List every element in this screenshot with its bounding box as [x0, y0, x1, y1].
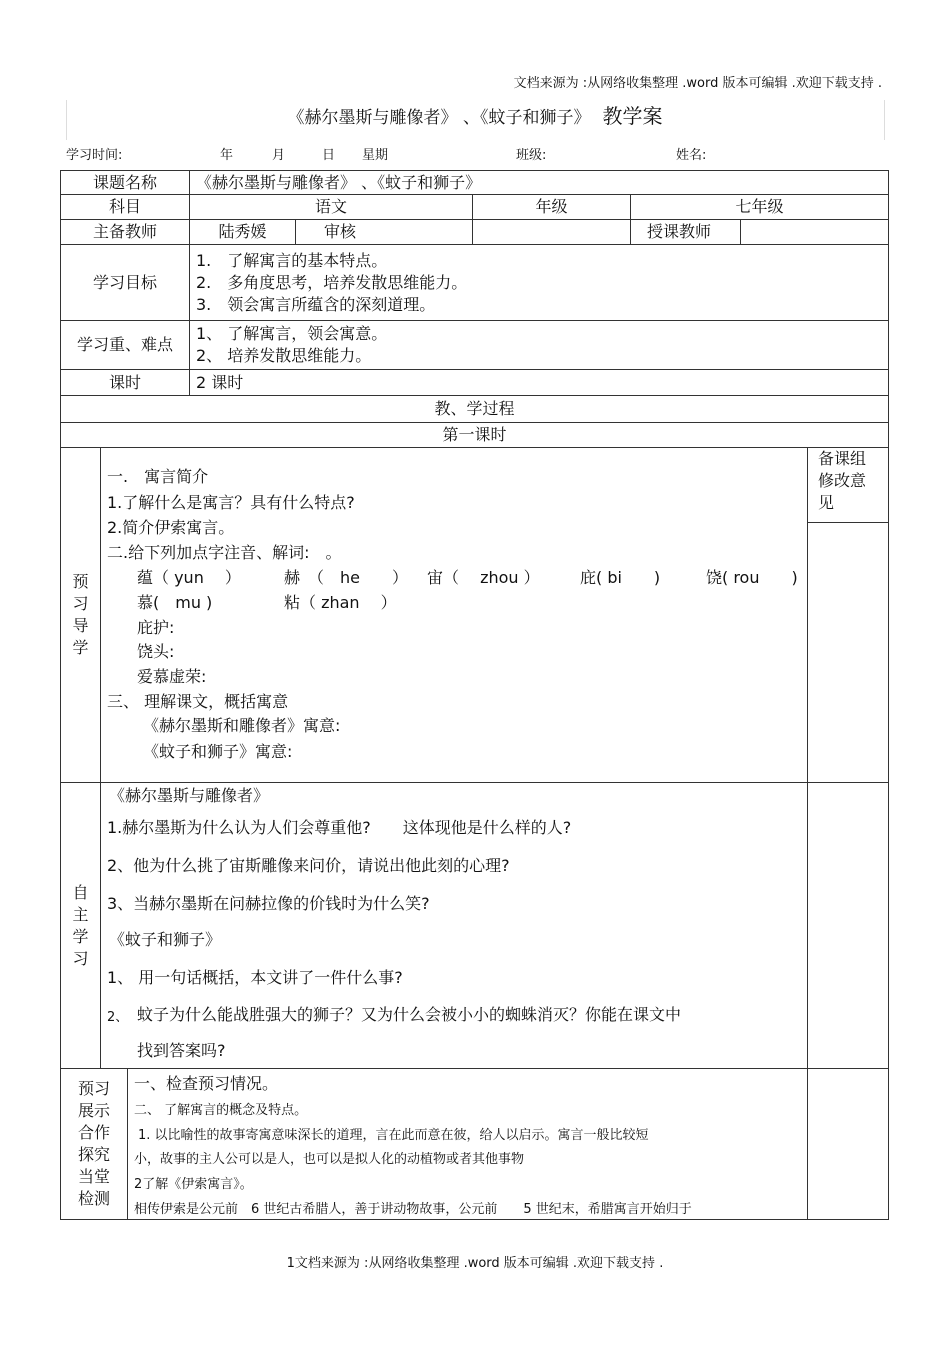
teacher-label: 授课教师	[631, 220, 741, 245]
page-title	[0, 100, 950, 129]
preview-content	[101, 448, 808, 783]
self-study-line: 《赫尔墨斯与雕像者》	[109, 786, 270, 805]
header-note: 文档来源为 :从网络收集整理 .word 版本可编辑 .欢迎下载支持 .	[513, 76, 882, 91]
self-study-content	[101, 783, 808, 1069]
lead-teacher-value: 陆秀媛	[190, 220, 296, 245]
grade-value: 七年级	[631, 195, 889, 220]
row-process-heading	[61, 396, 889, 423]
hours-label: 课时	[61, 370, 190, 396]
preview-line: 《蚊子和狮子》寓意:	[143, 742, 293, 761]
row-teachers	[61, 220, 889, 245]
goals-list	[190, 245, 889, 321]
process-heading: 教、学过程	[61, 396, 889, 423]
display-line: 2了解《伊索寓言》。	[134, 1177, 253, 1192]
keypoints-list	[190, 321, 889, 370]
review-label: 审核	[296, 220, 473, 245]
row-subject	[61, 195, 889, 220]
year-label: 年	[220, 148, 234, 163]
preview-line: 二.给下列加点字注音、解词: 。	[107, 543, 342, 562]
study-time-label: 学习时间:	[66, 148, 123, 163]
class-label: 班级:	[516, 148, 547, 163]
pinyin-item: 蕴（ yun ）	[137, 568, 241, 587]
word-item: 庇护:	[137, 618, 175, 637]
review-value	[473, 220, 631, 245]
row-goals	[61, 245, 889, 321]
day-label: 日	[322, 148, 336, 163]
display-content	[128, 1069, 808, 1220]
lesson1-heading: 第一课时	[61, 423, 889, 448]
self-study-question: 3、当赫尔墨斯在问赫拉像的价钱时为什么笑?	[107, 894, 430, 913]
self-study-question: 找到答案吗?	[137, 1041, 226, 1060]
grade-label: 年级	[473, 195, 631, 220]
pinyin-item: 粘（ zhan ）	[284, 593, 397, 612]
pinyin-item: 宙（ zhou ）	[427, 568, 540, 587]
keypoints-label: 学习重、难点	[61, 321, 190, 370]
self-study-label: 自 主 学 习	[61, 783, 101, 1069]
topic-value: 《赫尔墨斯与雕像者》 、《蚊子和狮子》	[190, 171, 889, 195]
lesson-plan-table	[60, 170, 889, 1220]
topic-label: 课题名称	[61, 171, 190, 195]
hours-value: 2 课时	[190, 370, 889, 396]
goal-item: 3. 领会寓言所蕴含的深刻道理。	[196, 294, 436, 314]
display-line: 小，故事的主人公可以是人，也可以是拟人化的动植物或者其他事物	[134, 1152, 525, 1167]
goals-label: 学习目标	[61, 245, 190, 321]
row-topic	[61, 171, 889, 195]
month-label: 月	[272, 148, 286, 163]
display-line: 1. 以比喻性的故事寄寓意味深长的道理，言在此而意在彼，给人以启示。寓言一般比较短	[138, 1128, 649, 1143]
goal-item: 1. 了解寓言的基本特点。	[196, 250, 388, 270]
self-study-remarks	[808, 783, 889, 1069]
row-preview-top	[61, 448, 889, 523]
teacher-value	[741, 220, 889, 245]
self-study-question: 2、他为什么挑了宙斯雕像来问价，请说出他此刻的心理?	[107, 856, 510, 875]
display-line: 一、检查预习情况。	[134, 1074, 279, 1093]
self-study-line: 《蚊子和狮子》	[109, 930, 222, 949]
word-item: 爱慕虚荣:	[137, 667, 207, 686]
display-label: 预习 展示 合作 探究 当堂 检测	[61, 1069, 128, 1220]
row-keypoints	[61, 321, 889, 370]
preview-label: 预 习 导 学	[61, 448, 101, 783]
title-text: 《赫尔墨斯与雕像者》 、《蚊子和狮子》	[287, 108, 591, 128]
remarks-label: 备课组 修改意 见	[808, 448, 889, 523]
pinyin-item: 饶( rou )	[706, 568, 798, 587]
remarks-value	[808, 523, 889, 783]
preview-line: 2.简介伊索寓言。	[107, 518, 235, 537]
keypoint-item: 2、 培养发散思维能力。	[196, 346, 372, 365]
self-study-question: 1.赫尔墨斯为什么认为人们会尊重他? 这体现他是什么样的人?	[107, 818, 572, 837]
row-self-study	[61, 783, 889, 1069]
row-display	[61, 1069, 889, 1220]
row-hours	[61, 370, 889, 396]
title-suffix: 教学案	[602, 104, 663, 128]
display-line: 二、 了解寓言的概念及特点。	[134, 1103, 308, 1118]
preview-line: 三、 理解课文，概括寓意	[107, 692, 289, 711]
lead-teacher-label: 主备教师	[61, 220, 190, 245]
self-study-question-number: 2、	[107, 1010, 129, 1025]
display-remarks	[808, 1069, 889, 1220]
word-item: 饶头:	[137, 642, 175, 661]
pinyin-item: 慕( mu )	[137, 593, 213, 612]
subject-label: 科目	[61, 195, 190, 220]
row-lesson1-heading	[61, 423, 889, 448]
footer-note: 1文档来源为 :从网络收集整理 .word 版本可编辑 .欢迎下载支持 .	[286, 1256, 664, 1271]
preview-line: 一. 寓言简介	[107, 467, 209, 486]
weekday-label: 星期	[362, 148, 389, 163]
subject-value: 语文	[190, 195, 473, 220]
keypoint-item: 1、 了解寓言，领会寓意。	[196, 324, 388, 343]
goal-item: 2. 多角度思考，培养发散思维能力。	[196, 272, 468, 292]
name-label: 姓名:	[676, 148, 707, 163]
pinyin-item: 赫 （ he ）	[284, 568, 408, 587]
preview-line: 1.了解什么是寓言？具有什么特点?	[107, 493, 355, 512]
self-study-question: 1、 用一句话概括，本文讲了一件什么事?	[107, 968, 403, 987]
preview-line: 《赫尔墨斯和雕像者》寓意:	[143, 716, 341, 735]
pinyin-item: 庇( bi )	[580, 568, 661, 587]
display-line: 相传伊索是公元前 6 世纪古希腊人，善于讲动物故事，公元前 5 世纪末，希腊寓言开始归于	[134, 1202, 692, 1217]
self-study-question: 蚊子为什么能战胜强大的狮子？又为什么会被小小的蜘蛛消灭？你能在课文中	[137, 1005, 682, 1024]
